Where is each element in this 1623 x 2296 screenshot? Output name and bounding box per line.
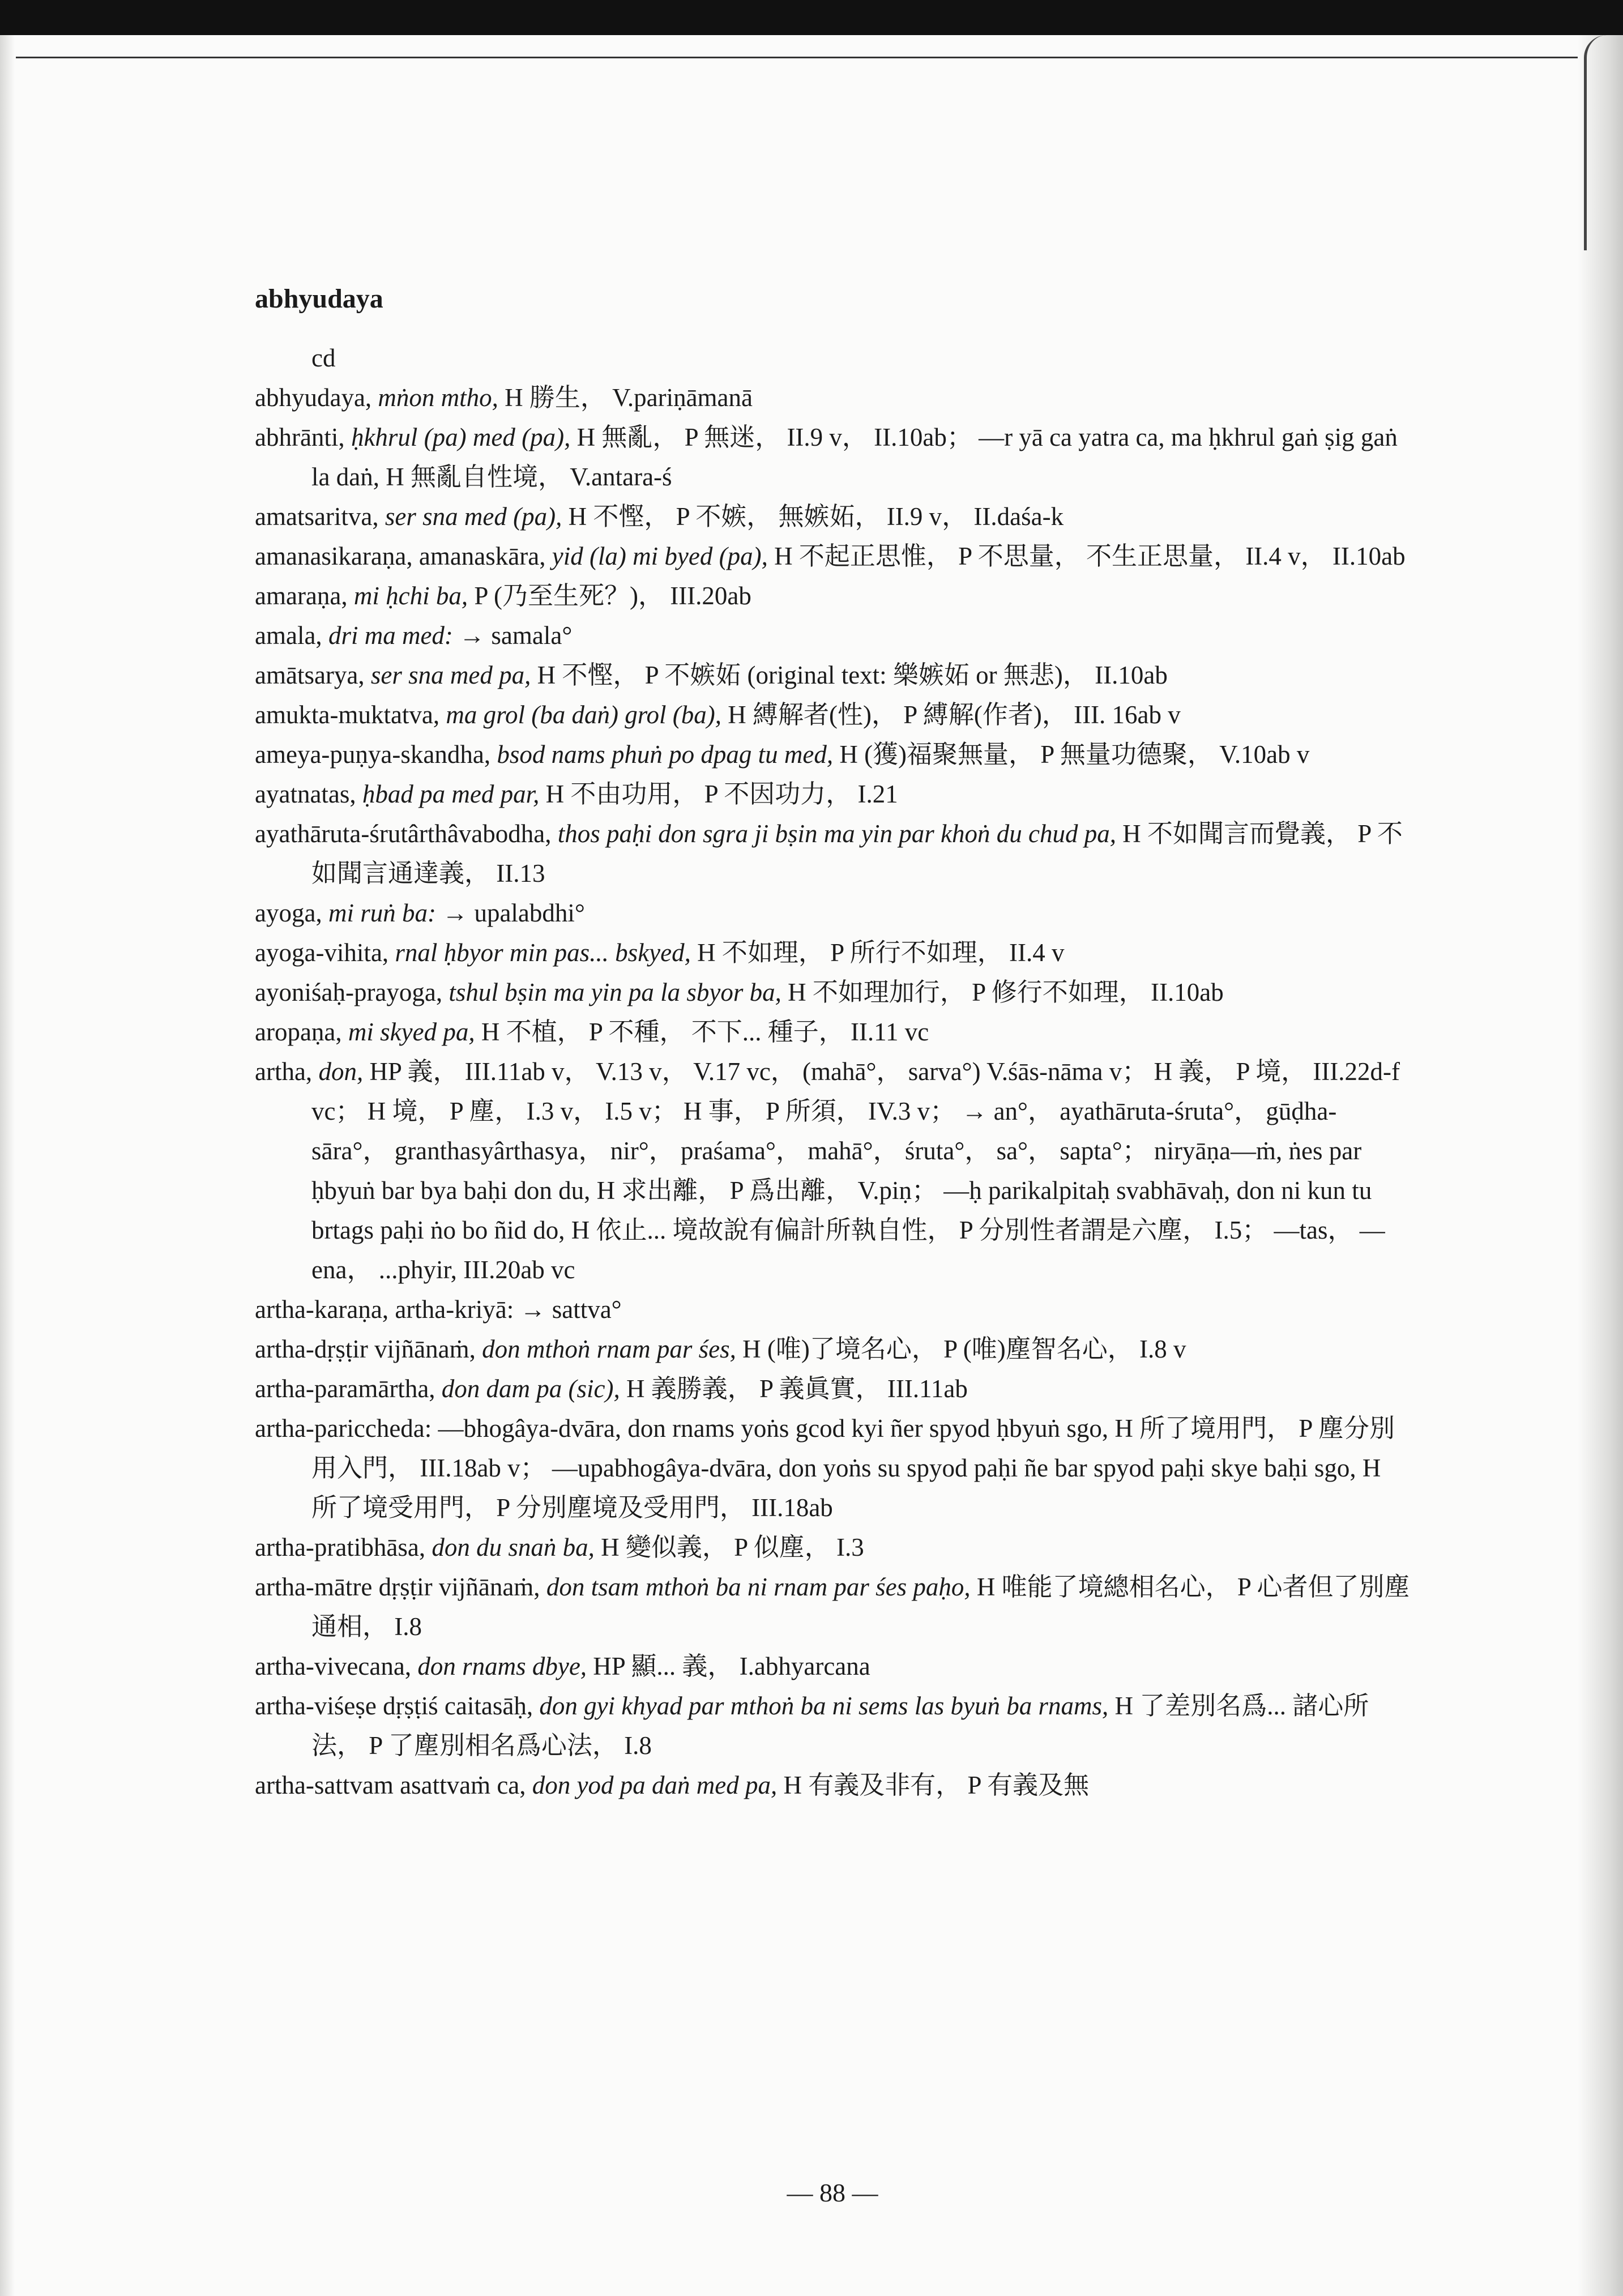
dictionary-entry bbox=[255, 1567, 1410, 1646]
dictionary-entry bbox=[255, 735, 1410, 774]
dictionary-entry bbox=[255, 1765, 1410, 1805]
entry-headword: ameya-puṇya-skandha, bbox=[255, 740, 491, 769]
entry-glosses: H 不由功用， P 不因功力， I.21 bbox=[545, 780, 898, 808]
entry-headword: ayoga, bbox=[255, 899, 322, 927]
dictionary-entry bbox=[255, 1012, 1410, 1052]
entry-headword: abhrānti, bbox=[255, 423, 345, 451]
entry-tibetan: ḥbad pa med par, bbox=[362, 780, 540, 808]
dictionary-entry bbox=[255, 1369, 1410, 1409]
dictionary-entry bbox=[255, 933, 1410, 972]
entry-glosses: H 不慳， P 不嫉妬 (original text: 樂嫉妬 or 無悲)， II.10ab bbox=[537, 661, 1168, 689]
entry-headword: artha-vivecana, bbox=[255, 1652, 412, 1680]
entry-headword: amaraṇa, bbox=[255, 582, 348, 610]
dictionary-entry bbox=[255, 497, 1410, 536]
entry-tibetan: don mthoṅ rnam par śes, bbox=[482, 1335, 736, 1363]
entry-tibetan: ma grol (ba daṅ) grol (ba), bbox=[446, 701, 722, 729]
entry-headword: ayoniśaḥ-prayoga, bbox=[255, 978, 443, 1006]
dictionary-entry bbox=[255, 893, 1410, 933]
entry-list bbox=[255, 338, 1410, 1805]
entry-glosses: P (乃至生死？)， III.20ab bbox=[474, 582, 751, 610]
entry-headword: artha-pariccheda: bbox=[255, 1414, 432, 1443]
dictionary-entry bbox=[255, 1686, 1410, 1765]
dictionary-entry bbox=[255, 1646, 1410, 1686]
entry-headword: artha, bbox=[255, 1057, 313, 1086]
entry-tibetan: don yod pa daṅ med pa, bbox=[532, 1771, 778, 1799]
dictionary-entry bbox=[255, 774, 1410, 814]
entry-headword: amātsarya, bbox=[255, 661, 365, 689]
entry-glosses: H 不慳， P 不嫉， 無嫉妬， II.9 v， II.daśa-k bbox=[568, 502, 1064, 531]
entry-glosses: → sattva° bbox=[520, 1295, 622, 1324]
dictionary-page bbox=[255, 283, 1410, 2207]
entry-headword: artha-viśeṣe dṛṣṭiś caitasāḥ, bbox=[255, 1692, 533, 1720]
entry-headword: artha-dṛṣṭir vijñānaṁ, bbox=[255, 1335, 476, 1363]
entry-headword: amukta-muktatva, bbox=[255, 701, 440, 729]
entry-tibetan: rnal ḥbyor min pas... bskyed, bbox=[395, 938, 691, 967]
entry-tibetan: don, bbox=[318, 1057, 364, 1086]
entry-tibetan: mṅon mtho, bbox=[378, 383, 498, 412]
entry-glosses: H 無亂， P 無迷， II.9 v， II.10ab； —r yā ca yatra ca, ma ḥkhrul gaṅ ṣig gaṅ la daṅ, H 無亂自性境， V.antara-ś bbox=[311, 423, 1398, 491]
entry-tibetan: don du snaṅ ba, bbox=[432, 1533, 595, 1561]
dictionary-entry bbox=[255, 1527, 1410, 1567]
scan-right-edge bbox=[1578, 35, 1623, 2296]
entry-glosses: H 義勝義， P 義眞實， III.11ab bbox=[626, 1375, 968, 1403]
entry-glosses: H (唯)了境名心， P (唯)塵智名心， I.8 v bbox=[742, 1335, 1186, 1363]
dictionary-entry bbox=[255, 1290, 1410, 1329]
entry-tibetan: don rnams dbye, bbox=[417, 1652, 587, 1680]
entry-glosses: HP 顯... 義， I.abhyarcana bbox=[593, 1652, 870, 1680]
entry-headword: amala, bbox=[255, 621, 322, 650]
entry-headword: artha-mātre dṛṣṭir vijñānaṁ, bbox=[255, 1573, 540, 1601]
entry-tibetan: dri ma med: bbox=[328, 621, 453, 650]
entry-tibetan: ser sna med pa, bbox=[370, 661, 531, 689]
entry-tibetan: mi skyed pa, bbox=[348, 1018, 475, 1046]
dictionary-entry bbox=[255, 695, 1410, 735]
entry-glosses: H 勝生， V.pariṇāmanā bbox=[505, 383, 753, 412]
entry-glosses: —bhogâya-dvāra, don rnams yoṅs gcod kyi ñer spyod ḥbyuṅ sgo, H 所了境用門， P 塵分別用入門， III.18ab v； —upabhogâya-dvāra, don yoṅs su spyod paḥi ñe bar spyod paḥi skye baḥi sgo, H 所了境受用門， P 分別塵境及受用門， III.18ab bbox=[311, 1414, 1395, 1522]
dictionary-entry bbox=[255, 655, 1410, 695]
entry-headword: aropaṇa, bbox=[255, 1018, 342, 1046]
entry-tibetan: don dam pa (sic), bbox=[441, 1375, 620, 1403]
entry-glosses: → samala° bbox=[459, 621, 573, 650]
dictionary-entry bbox=[255, 814, 1410, 893]
entry-tibetan: mi ḥchi ba, bbox=[353, 582, 468, 610]
entry-headword: ayathāruta-śrutârthâvabodha, bbox=[255, 820, 552, 848]
entry-tibetan: yid (la) mi byed (pa), bbox=[552, 542, 768, 570]
dictionary-entry bbox=[255, 378, 1410, 417]
entry-tibetan: mi ruṅ ba: bbox=[328, 899, 436, 927]
entry-glosses: H 不起正思惟， P 不思量， 不生正思量， II.4 v， II.10ab bbox=[774, 542, 1406, 570]
scan-top-edge bbox=[0, 0, 1623, 35]
entry-glosses: → upalabdhi° bbox=[442, 899, 585, 927]
entry-tibetan: ser sna med (pa), bbox=[385, 502, 562, 531]
entry-headword: amatsaritva, bbox=[255, 502, 379, 531]
entry-tibetan: don tsam mthoṅ ba ni rnam par śes paḥo, bbox=[546, 1573, 971, 1601]
dictionary-entry bbox=[255, 536, 1410, 576]
entry-headword: ayoga-vihita, bbox=[255, 938, 389, 967]
dictionary-entry bbox=[255, 616, 1410, 655]
entry-headword: cd bbox=[311, 344, 336, 372]
scan-left-edge bbox=[0, 35, 15, 2296]
entry-tibetan: thos paḥi don sgra ji bṣin ma yin par khoṅ du chud pa, bbox=[557, 820, 1116, 848]
dictionary-entry bbox=[255, 576, 1410, 616]
dictionary-entry bbox=[255, 338, 1410, 378]
entry-glosses: H 唯能了境總相名心， P 心者但了別塵通相， I.8 bbox=[311, 1573, 1410, 1641]
running-head: abhyudaya bbox=[255, 284, 383, 314]
entry-headword: amanasikaraṇa, amanaskāra, bbox=[255, 542, 546, 570]
entry-glosses: H 有義及非有， P 有義及無 bbox=[783, 1771, 1090, 1799]
dictionary-entry bbox=[255, 1329, 1410, 1369]
dictionary-entry bbox=[255, 1052, 1410, 1290]
entry-glosses: H 變似義， P 似塵， I.3 bbox=[601, 1533, 864, 1561]
entry-headword: artha-karaṇa, artha-kriyā: bbox=[255, 1295, 514, 1324]
entry-tibetan: bsod nams phuṅ po dpag tu med, bbox=[497, 740, 834, 769]
dictionary-entry bbox=[255, 1409, 1410, 1527]
entry-tibetan: ḥkhrul (pa) med (pa), bbox=[351, 423, 571, 451]
dictionary-entry bbox=[255, 972, 1410, 1012]
scan-top-rule bbox=[16, 57, 1596, 58]
entry-glosses: H 縛解者(性)， P 縛解(作者)， III. 16ab v bbox=[728, 701, 1181, 729]
dictionary-entry bbox=[255, 417, 1410, 497]
entry-headword: artha-pratibhāsa, bbox=[255, 1533, 426, 1561]
entry-glosses: H 不如聞言而覺義， P 不如聞言通達義， II.13 bbox=[311, 820, 1403, 887]
entry-glosses: H 不植， P 不種， 不下... 種子， II.11 vc bbox=[481, 1018, 929, 1046]
entry-glosses: H 了差別名爲... 諸心所法， P 了塵別相名爲心法， I.8 bbox=[311, 1692, 1369, 1760]
entry-headword: abhyudaya, bbox=[255, 383, 372, 412]
entry-glosses: HP 義， III.11ab v， V.13 v， V.17 vc， (mahā°， sarva°) V.śās-nāma v； H 義， P 境， III.22d-f vc； H 境， P 塵， I.3 v， I.5 v； H 事， P 所須， IV.3 v； → an°， ayathāruta-śruta°， gūḍha-sāra°， granthasyârthasya， nir°， praśama°， mahā°， śruta°， sa°， sapta°； niryāṇa—ṁ, ṅes par ḥbyuṅ bar bya baḥi don du, H 求出離， P 爲出離， V.piṇ； —ḥ parikalpitaḥ svabhāvaḥ, don ni kun tu brtags paḥi ṅo bo ñid do, H 依止... 境故說有偏計所執自性， P 分別性者謂是六塵， I.5； —tas， —ena， ...phyir, III.20ab vc bbox=[311, 1057, 1400, 1284]
entry-headword: artha-sattvam asattvaṁ ca, bbox=[255, 1771, 526, 1799]
page-number: — 88 — bbox=[787, 2178, 878, 2207]
entry-glosses: H 不如理， P 所行不如理， II.4 v bbox=[697, 938, 1065, 967]
entry-tibetan: don gyi khyad par mthoṅ ba ni sems las byuṅ ba rnams, bbox=[539, 1692, 1109, 1720]
entry-tibetan: tshul bṣin ma yin pa la sbyor ba, bbox=[449, 978, 781, 1006]
page-curl bbox=[1584, 35, 1613, 250]
entry-headword: artha-paramārtha, bbox=[255, 1375, 435, 1403]
entry-headword: ayatnatas, bbox=[255, 780, 356, 808]
entry-glosses: H 不如理加行， P 修行不如理， II.10ab bbox=[788, 978, 1224, 1006]
entry-glosses: H (獲)福聚無量， P 無量功德聚， V.10ab v bbox=[839, 740, 1310, 769]
